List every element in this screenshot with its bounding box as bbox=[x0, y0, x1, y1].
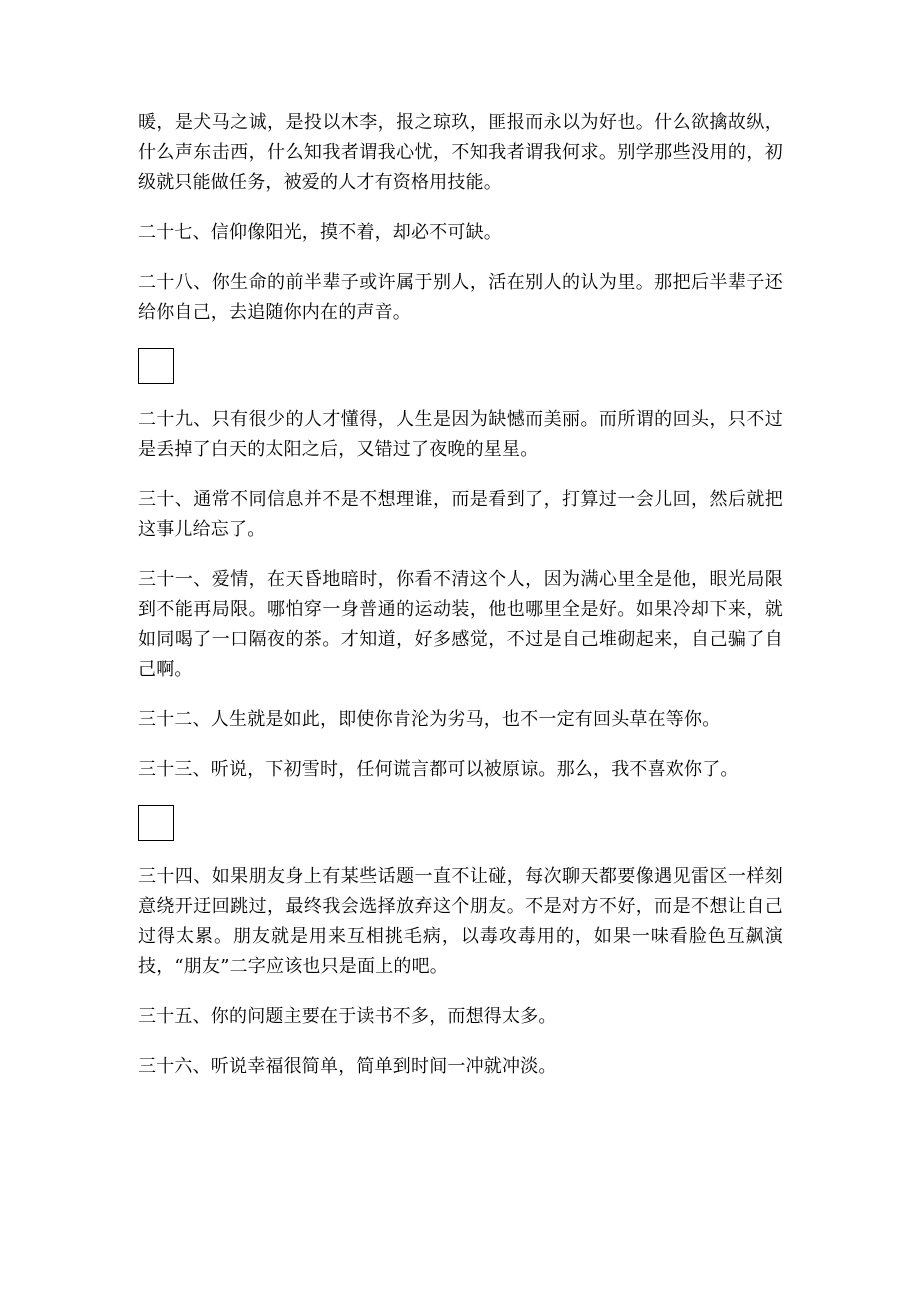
paragraph-continuation: 暖，是犬马之诚，是投以木李，报之琼玖，匪报而永以为好也。什么欲擒故纵，什么声东击西，什么知我者谓我心忧，不知我者谓我何求。别学那些没用的，初级就只能做任务，被爱的人才有资格用技能。 bbox=[138, 112, 783, 193]
paragraph-33: 三十三、听说，下初雪时，任何谎言都可以被原谅。那么，我不喜欢你了。 bbox=[138, 759, 739, 780]
document-body bbox=[138, 108, 783, 1102]
paragraph-36: 三十六、听说幸福很简单，简单到时间一冲就冲淡。 bbox=[138, 1056, 557, 1077]
paragraph-30: 三十、通常不同信息并不是不想理谁，而是看到了，打算过一会儿回，然后就把这事儿给忘了。 bbox=[138, 489, 783, 540]
paragraph-34: 三十四、如果朋友身上有某些话题一直不让碰，每次聊天都要像遇见雷区一样刻意绕开迂回跳过，最终我会选择放弃这个朋友。不是对方不好，而是不想让自己过得太累。朋友就是用来互相挑毛病，以毒攻毒用的，如果一味看脸色互飙演技，“朋友”二字应该也只是面上的吧。 bbox=[138, 866, 783, 977]
paragraph-29: 二十九、只有很少的人才懂得，人生是因为缺憾而美丽。而所谓的回头，只不过是丢掉了白天的太阳之后，又错过了夜晚的星星。 bbox=[138, 409, 783, 460]
paragraph-27: 二十七、信仰像阳光，摸不着，却必不可缺。 bbox=[138, 222, 502, 243]
paragraph-35: 三十五、你的问题主要在于读书不多，而想得太多。 bbox=[138, 1006, 557, 1027]
empty-image-placeholder bbox=[138, 805, 174, 841]
paragraph-28: 二十八、你生命的前半辈子或许属于别人，活在别人的认为里。那把后半辈子还给你自己，去追随你内在的声音。 bbox=[138, 272, 783, 323]
empty-image-placeholder bbox=[138, 348, 174, 384]
paragraph-31: 三十一、爱情，在天昏地暗时，你看不清这个人，因为满心里全是他，眼光局限到不能再局限。哪怕穿一身普通的运动装，他也哪里全是好。如果冷却下来，就如同喝了一口隔夜的茶。才知道，好多感觉，不过是自己堆砌起来，自己骗了自己啊。 bbox=[138, 569, 783, 680]
paragraph-32: 三十二、人生就是如此，即使你肯沦为劣马，也不一定有回头草在等你。 bbox=[138, 709, 721, 730]
